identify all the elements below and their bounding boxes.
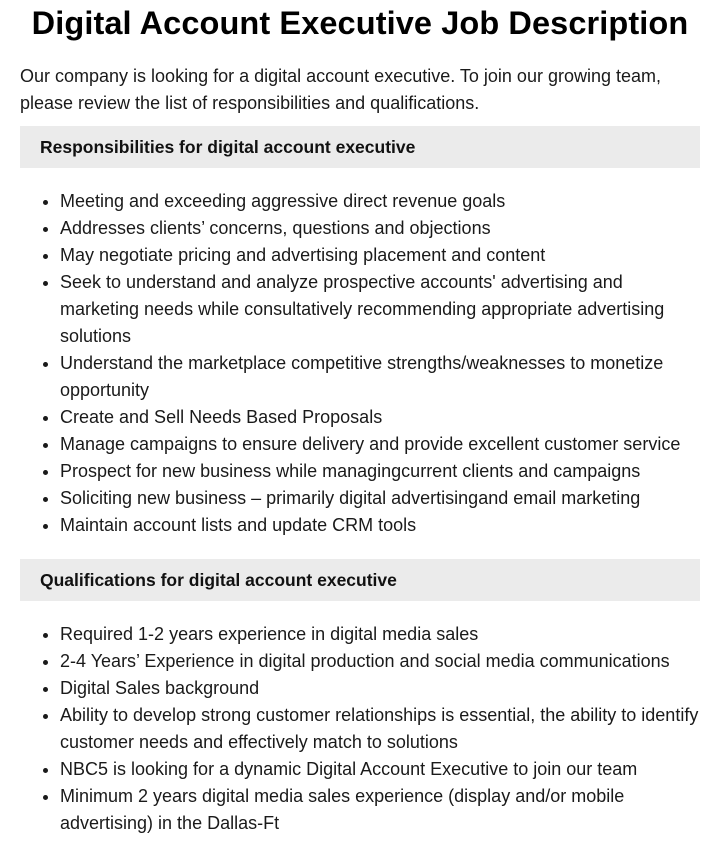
list-item: • Ability to develop strong customer relationships is essential, the ability to identify customer needs and effectively match to solutions	[60, 702, 700, 756]
list-item: • Manage campaigns to ensure delivery and provide excellent customer service	[60, 431, 700, 458]
list-item: • Create and Sell Needs Based Proposals	[60, 404, 700, 431]
qualifications-list	[20, 621, 700, 837]
list-item: • Maintain account lists and update CRM tools	[60, 512, 700, 539]
list-item: • Addresses clients’ concerns, questions and objections	[60, 215, 700, 242]
list-item: • Understand the marketplace competitive strengths/weaknesses to monetize opportunity	[60, 350, 700, 404]
list-item: • Prospect for new business while managingcurrent clients and campaigns	[60, 458, 700, 485]
list-item: • Seek to understand and analyze prospective accounts' advertising and marketing needs while consultatively recommending appropriate advertising solutions	[60, 269, 700, 350]
responsibilities-heading: Responsibilities for digital account executive	[20, 126, 700, 168]
list-item: • May negotiate pricing and advertising placement and content	[60, 242, 700, 269]
list-item: • Soliciting new business – primarily digital advertisingand email marketing	[60, 485, 700, 512]
list-item: • 2-4 Years’ Experience in digital production and social media communications	[60, 648, 700, 675]
page-title: Digital Account Executive Job Description	[31, 5, 689, 41]
intro-paragraph: Our company is looking for a digital account executive. To join our growing team, please review the list of responsibilities and qualifications.	[20, 66, 662, 113]
list-item: • Meeting and exceeding aggressive direct revenue goals	[60, 188, 700, 215]
list-item: • Required 1-2 years experience in digital media sales	[60, 621, 700, 648]
list-item: • Minimum 2 years digital media sales experience (display and/or mobile advertising) in the Dallas-Ft	[60, 783, 700, 837]
responsibilities-list	[20, 188, 700, 539]
qualifications-heading: Qualifications for digital account executive	[20, 559, 700, 601]
list-item: • NBC5 is looking for a dynamic Digital Account Executive to join our team	[60, 756, 700, 783]
list-item: • Digital Sales background	[60, 675, 700, 702]
